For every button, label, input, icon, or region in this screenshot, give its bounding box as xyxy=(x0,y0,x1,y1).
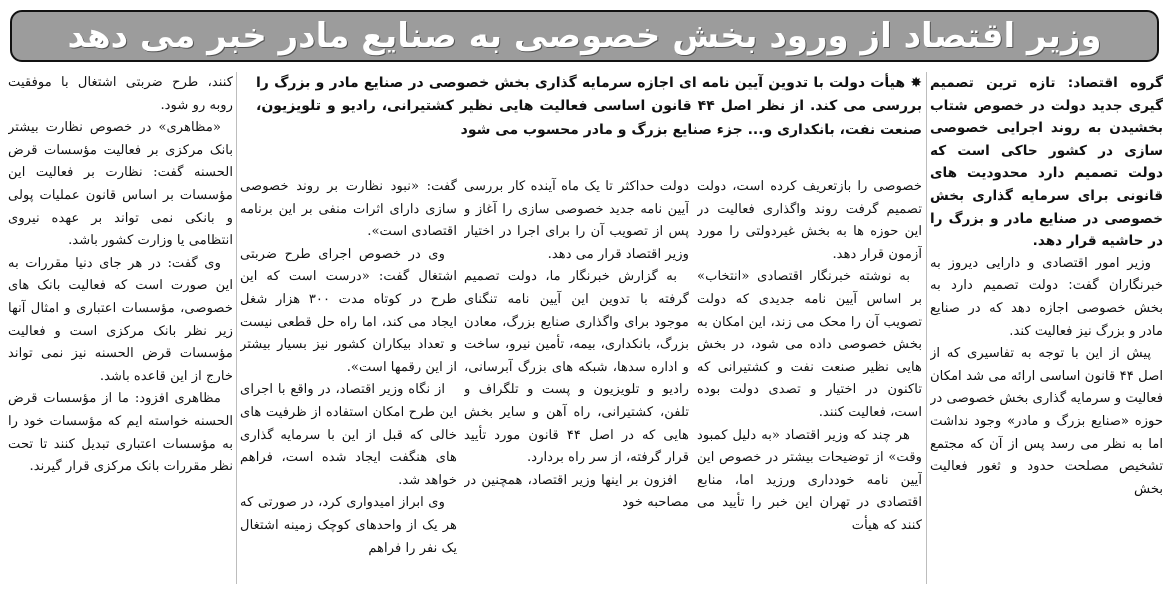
paragraph: مظاهری افزود: ما از مؤسسات قرض الحسنه خواسته ایم که مؤسسات خود را به مؤسسات اعتباری تبدیل کنند تا تحت نظر مقررات بانک مرکزی قرار گیرند. xyxy=(8,391,233,475)
paragraph: خصوصی را بازتعریف کرده است، دولت تصمیم گرفت روند واگذاری فعالیت در این حوزه ها به بخش غیردولتی را مورد آزمون قرار دهد. xyxy=(697,179,922,262)
paragraph: به نوشته خبرنگار اقتصادی «انتخاب» بر اساس آیین نامه جدیدی که دولت تصویب آن را محک می زند، این امکان به بخش خصوصی داده می شود، در بخش هایی نظیر صنعت نفت و کشتیرانی که تاکنون در اختیار و تصدی دولت بوده است، فعالیت کنند. xyxy=(697,269,922,420)
paragraph: به گزارش خبرنگار ما، دولت تصمیم گرفته با تدوین این آیین نامه تنگنای موجود برای واگذاری صنایع بزرگ، معادن بزرگ، بانکداری، بیمه، تأمین نیرو، ساخت و اداره سدها، شبکه های بزرگ آبرسانی، رادیو و تلویزیون و پست و تلگراف و تلفن، کشتیرانی، راه آهن و سایر بخش هایی که در اصل ۴۴ قانون مورد تأیید قرار گرفته، از سر راه بردارد. xyxy=(464,269,689,466)
article-summary xyxy=(256,72,922,184)
paragraph: هر چند که وزیر اقتصاد «به دلیل کمبود وقت» از توضیحات بیشتر در خصوص این آیین نامه خودداری ورزید اما، منابع اقتصادی در تهران این خبر را تأیید می کنند که هیأت xyxy=(697,427,922,533)
paragraph: از نگاه وزیر اقتصاد، در واقع با اجرای این طرح امکان استفاده از ظرفیت های خالی که قبل از این با سرمایه گذاری های هنگفت ایجاد شده است، فراهم خواهد شد. xyxy=(240,382,457,488)
column-4 xyxy=(240,176,457,584)
paragraph: وی در خصوص اجرای طرح ضربتی اشتغال گفت: «درست است که این طرح در کوتاه مدت ۳۰۰ هزار شغل ایجاد می کند، اما راه حل قطعی نیست و تعداد بیکاران کشور نیز بسیار بیشتر از این رقمها است». xyxy=(240,246,457,375)
paragraph: وی ابراز امیدواری کرد، در صورتی که هر یک از واحدهای کوچک زمینه اشتغال یک نفر را فراهم xyxy=(240,495,457,556)
paragraph: وزیر امور اقتصادی و دارایی دیروز به خبرنگاران گفت: دولت تصمیم دارد به بخش خصوصی اجازه دهد که در صنایع مادر و بزرگ نیز فعالیت کند. xyxy=(930,255,1163,339)
paragraph: وی گفت: در هر جای دنیا مقررات به این صورت است که فعالیت بانک های خصوصی، مؤسسات اعتباری و امثال آنها زیر نظر بانک مرکزی است و فعالیت مؤسسات قرض الحسنه نیز نمی تواند خارج از این قاعده باشد. xyxy=(8,255,233,384)
headline-text: وزیر اقتصاد از ورود بخش خصوصی به صنایع مادر خبر می دهد xyxy=(67,16,1102,56)
paragraph: دولت حداکثر تا یک ماه آینده کار بررسی آیین نامه جدید خصوصی سازی را آغاز و پس از تصویب آن را برای اجرا در اختیار وزیر اقتصاد قرار می دهد. xyxy=(464,179,689,262)
lead-paragraph: گروه اقتصاد: تازه ترین تصمیم گیری جدید دولت در خصوص شتاب بخشیدن به روند اجرایی خصوصی سازی در کشور حاکی است که دولت تصمیم دارد محدودیت های قانونی برای سرمایه گذاری بخش خصوصی در صنایع مادر و بزرگ را در حاشیه قرار دهد. xyxy=(930,75,1163,250)
paragraph: گفت: «نبود نظارت بر روند خصوصی سازی دارای اثرات منفی بر این برنامه اقتصادی است». xyxy=(240,179,457,240)
column-2 xyxy=(697,176,922,584)
summary-text: هیأت دولت با تدوین آیین نامه ای اجازه سرمایه گذاری بخش خصوصی در صنایع مادر و بزرگ را بررسی می کند. از نظر اصل ۴۴ قانون اساسی فعالیت هایی نظیر کشتیرانی، رادیو و تلویزیون، صنعت نفت، بانکداری و... جزء صنایع بزرگ و مادر محسوب می شود xyxy=(256,75,922,138)
paragraph: «مظاهری» در خصوص نظارت بیشتر بانک مرکزی بر فعالیت مؤسسات قرض الحسنه گفت: نظارت بر فعالیت این مؤسسات بر اساس قانون عملیات پولی و بانکی نمی تواند بر عهده نیروی انتظامی یا وزارت کشور باشد. xyxy=(8,120,233,249)
headline-banner xyxy=(10,10,1159,62)
column-1 xyxy=(930,72,1163,584)
paragraph: کنند، طرح ضربتی اشتغال با موفقیت روبه رو شود. xyxy=(8,75,233,113)
paragraph: افزون بر اینها وزیر اقتصاد، همچنین در مصاحبه خود xyxy=(464,472,689,511)
column-5 xyxy=(8,72,233,584)
paragraph: پیش از این با توجه به تفاسیری که از اصل ۴۴ قانون اساسی ارائه می شد امکان فعالیت و سرمایه گذاری بخش خصوصی در حوزه «صنایع بزرگ و مادر» وجود نداشت اما به نظر می رسد پس از آن که مجتمع تشخیص مصلحت حدود و ثغور فعالیت بخش xyxy=(930,346,1163,497)
column-3 xyxy=(464,176,689,584)
column-divider xyxy=(236,72,237,584)
star-icon: ✸ xyxy=(905,75,922,91)
column-divider xyxy=(926,72,927,584)
